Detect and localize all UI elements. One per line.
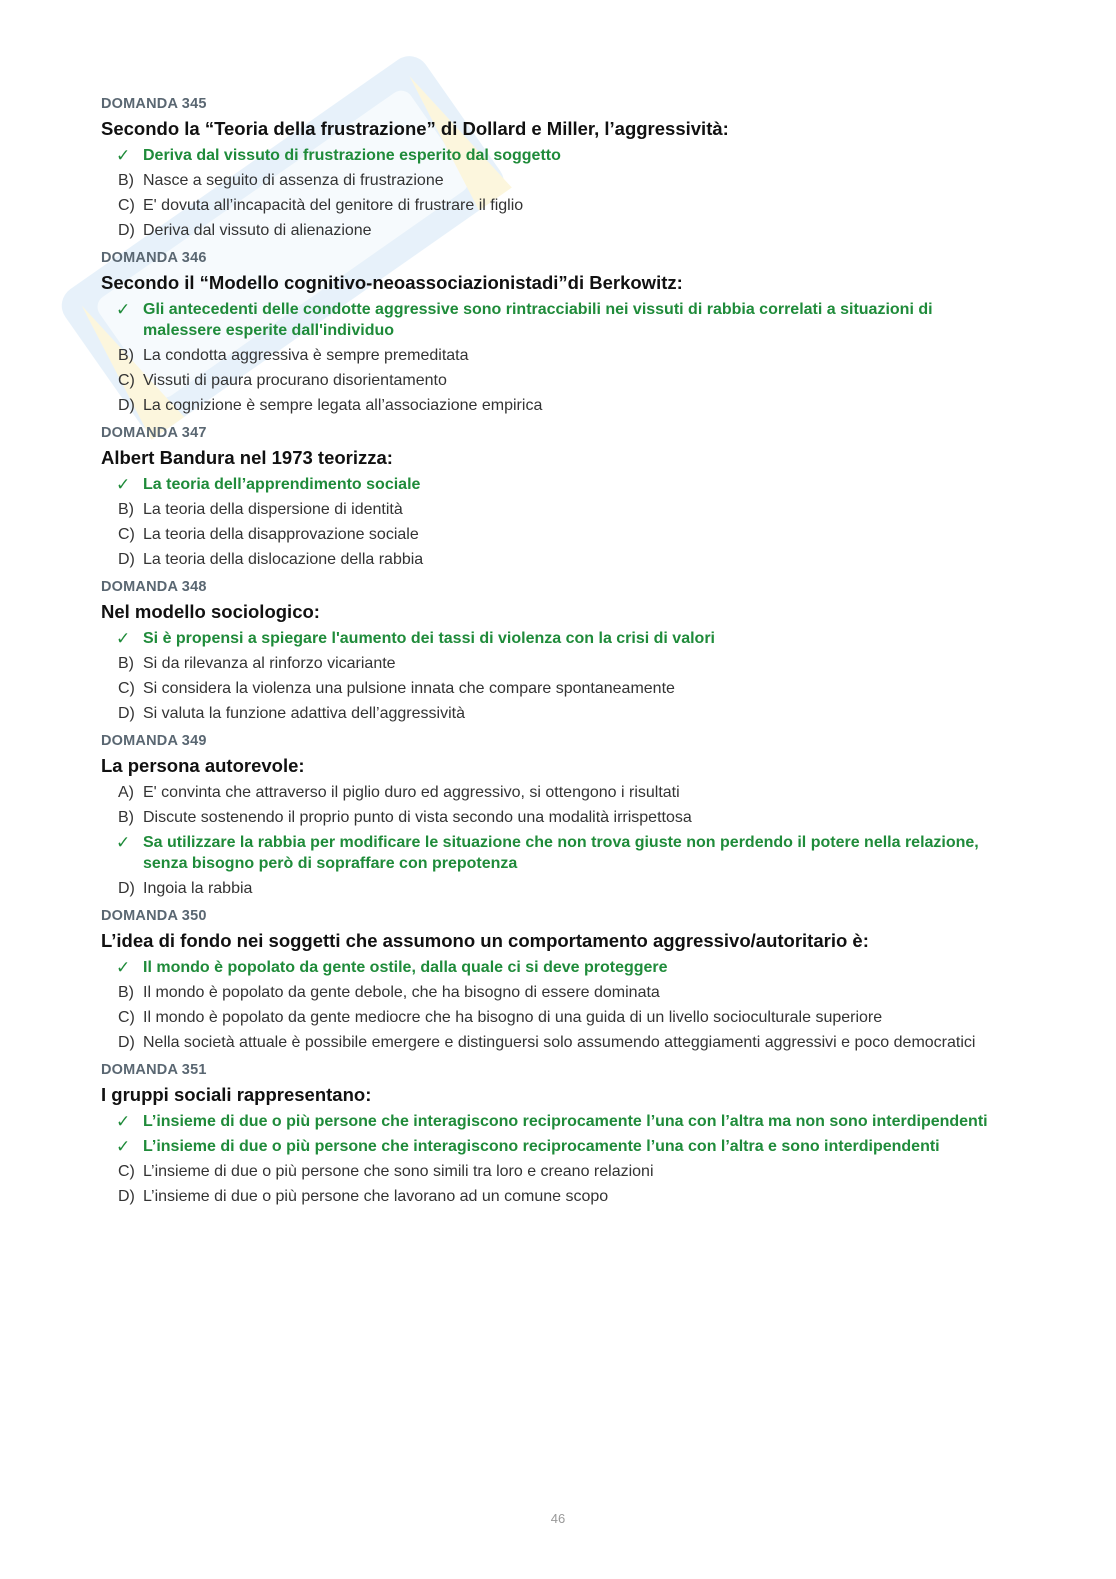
answer-option	[101, 1007, 1011, 1028]
question-number: DOMANDA 349	[101, 733, 207, 749]
question-block	[101, 1060, 1011, 1207]
checkmark-icon: ✓	[116, 833, 131, 852]
option-letter: C)	[118, 526, 135, 543]
question-number: DOMANDA 345	[101, 96, 207, 112]
answer-option	[101, 195, 1011, 216]
answer-text: L’insieme di due o più persone che interagiscono reciprocamente l’una con l’altra e sono interdipendenti	[143, 1138, 940, 1155]
answer-option-correct	[101, 832, 1011, 874]
option-letter: D)	[118, 1188, 135, 1205]
answer-text: La cognizione è sempre legata all’associazione empirica	[143, 397, 543, 414]
option-letter: C)	[118, 680, 135, 697]
answer-list	[101, 299, 1011, 416]
answer-text: Si da rilevanza al rinforzo vicariante	[143, 655, 396, 672]
page-number: 46	[550, 1511, 566, 1526]
answer-option	[101, 499, 1011, 520]
answer-option	[101, 782, 1011, 803]
question-number: DOMANDA 346	[101, 250, 207, 266]
answer-list	[101, 782, 1011, 899]
question-block	[101, 94, 1011, 241]
question-text: Nel modello sociologico:	[101, 601, 320, 622]
answer-text: Gli antecedenti delle condotte aggressive sono rintracciabili nei vissuti di rabbia correlati a situazioni di malessere esperite dall'individuo	[143, 301, 933, 339]
option-letter: B)	[118, 984, 134, 1001]
question-block	[101, 248, 1011, 416]
option-letter: B)	[118, 172, 134, 189]
answer-option-correct	[101, 628, 1011, 649]
answer-option	[101, 1032, 1011, 1053]
question-text: Secondo la “Teoria della frustrazione” di Dollard e Miller, l’aggressività:	[101, 118, 729, 139]
answer-option-correct	[101, 474, 1011, 495]
answer-option-correct	[101, 145, 1011, 166]
answer-option	[101, 807, 1011, 828]
option-letter: C)	[118, 1009, 135, 1026]
answer-text: L’insieme di due o più persone che sono simili tra loro e creano relazioni	[143, 1163, 654, 1180]
question-text: Secondo il “Modello cognitivo-neoassociazionistadi”di Berkowitz:	[101, 272, 683, 293]
answer-text: Il mondo è popolato da gente ostile, dalla quale ci si deve proteggere	[143, 959, 668, 976]
answer-option	[101, 524, 1011, 545]
option-letter: B)	[118, 809, 134, 826]
answer-option	[101, 1186, 1011, 1207]
option-letter: D)	[118, 551, 135, 568]
option-letter: B)	[118, 347, 134, 364]
checkmark-icon: ✓	[116, 1112, 131, 1131]
answer-list	[101, 1111, 1011, 1207]
answer-text: Il mondo è popolato da gente mediocre che ha bisogno di una guida di un livello socioculturale superiore	[143, 1009, 883, 1026]
answer-text: Nella società attuale è possibile emergere e distinguersi solo assumendo atteggiamenti aggressivi e poco democratici	[143, 1034, 976, 1051]
answer-text: Sa utilizzare la rabbia per modificare le situazione che non trova giuste non perdendo il potere nella relazione, senza bisogno però di sopraffare con prepotenza	[143, 834, 979, 872]
answer-option	[101, 1161, 1011, 1182]
answer-text: L’insieme di due o più persone che interagiscono reciprocamente l’una con l’altra ma non sono interdipendenti	[143, 1113, 988, 1130]
answer-text: Si valuta la funzione adattiva dell’aggressività	[143, 705, 465, 722]
answer-list	[101, 628, 1011, 724]
answer-option	[101, 703, 1011, 724]
answer-option	[101, 653, 1011, 674]
option-letter: D)	[118, 222, 135, 239]
option-letter: B)	[118, 655, 134, 672]
option-letter: B)	[118, 501, 134, 518]
answer-list	[101, 145, 1011, 241]
option-letter: A)	[118, 784, 134, 801]
question-list	[101, 92, 1011, 1214]
option-letter: C)	[118, 197, 135, 214]
question-number: DOMANDA 350	[101, 908, 207, 924]
answer-text: Ingoia la rabbia	[143, 880, 253, 897]
answer-option	[101, 345, 1011, 366]
answer-list	[101, 474, 1011, 570]
question-block	[101, 906, 1011, 1053]
option-letter: C)	[118, 1163, 135, 1180]
answer-text: E' dovuta all’incapacità del genitore di frustrare il figlio	[143, 197, 524, 214]
answer-option-correct	[101, 1136, 1011, 1157]
answer-option	[101, 220, 1011, 241]
answer-text: Vissuti di paura procurano disorientamento	[143, 372, 447, 389]
answer-option-correct	[101, 957, 1011, 978]
question-text: I gruppi sociali rappresentano:	[101, 1084, 372, 1105]
answer-text: La teoria della dispersione di identità	[143, 501, 403, 518]
question-number: DOMANDA 351	[101, 1062, 207, 1078]
answer-text: La condotta aggressiva è sempre premeditata	[143, 347, 469, 364]
answer-text: E' convinta che attraverso il piglio duro ed aggressivo, si ottengono i risultati	[143, 784, 680, 801]
option-letter: D)	[118, 705, 135, 722]
checkmark-icon: ✓	[116, 1137, 131, 1156]
answer-text: Si considera la violenza una pulsione innata che compare spontaneamente	[143, 680, 675, 697]
answer-text: Deriva dal vissuto di alienazione	[143, 222, 372, 239]
option-letter: D)	[118, 1034, 135, 1051]
question-number: DOMANDA 348	[101, 579, 207, 595]
question-block	[101, 577, 1011, 724]
answer-option	[101, 549, 1011, 570]
answer-text: Discute sostenendo il proprio punto di vista secondo una modalità irrispettosa	[143, 809, 692, 826]
answer-option-correct	[101, 299, 1011, 341]
option-letter: D)	[118, 397, 135, 414]
checkmark-icon: ✓	[116, 146, 131, 165]
question-text: Albert Bandura nel 1973 teorizza:	[101, 447, 393, 468]
option-letter: C)	[118, 372, 135, 389]
option-letter: D)	[118, 880, 135, 897]
answer-text: La teoria della disapprovazione sociale	[143, 526, 419, 543]
answer-list	[101, 957, 1011, 1053]
answer-option	[101, 170, 1011, 191]
question-block	[101, 423, 1011, 570]
answer-option	[101, 370, 1011, 391]
question-text: La persona autorevole:	[101, 755, 305, 776]
question-block	[101, 731, 1011, 899]
checkmark-icon: ✓	[116, 475, 131, 494]
answer-option	[101, 678, 1011, 699]
answer-text: Si è propensi a spiegare l'aumento dei tassi di violenza con la crisi di valori	[143, 630, 715, 647]
answer-option-correct	[101, 1111, 1011, 1132]
answer-text: La teoria dell’apprendimento sociale	[143, 476, 421, 493]
answer-option	[101, 982, 1011, 1003]
answer-option	[101, 395, 1011, 416]
answer-option	[101, 878, 1011, 899]
answer-text: Nasce a seguito di assenza di frustrazione	[143, 172, 444, 189]
answer-text: Deriva dal vissuto di frustrazione esperito dal soggetto	[143, 147, 561, 164]
answer-text: L’insieme di due o più persone che lavorano ad un comune scopo	[143, 1188, 609, 1205]
checkmark-icon: ✓	[116, 300, 131, 319]
question-text: L’idea di fondo nei soggetti che assumono un comportamento aggressivo/autoritario è:	[101, 930, 869, 951]
checkmark-icon: ✓	[116, 629, 131, 648]
question-number: DOMANDA 347	[101, 425, 207, 441]
checkmark-icon: ✓	[116, 958, 131, 977]
answer-text: Il mondo è popolato da gente debole, che ha bisogno di essere dominata	[143, 984, 660, 1001]
answer-text: La teoria della dislocazione della rabbia	[143, 551, 424, 568]
